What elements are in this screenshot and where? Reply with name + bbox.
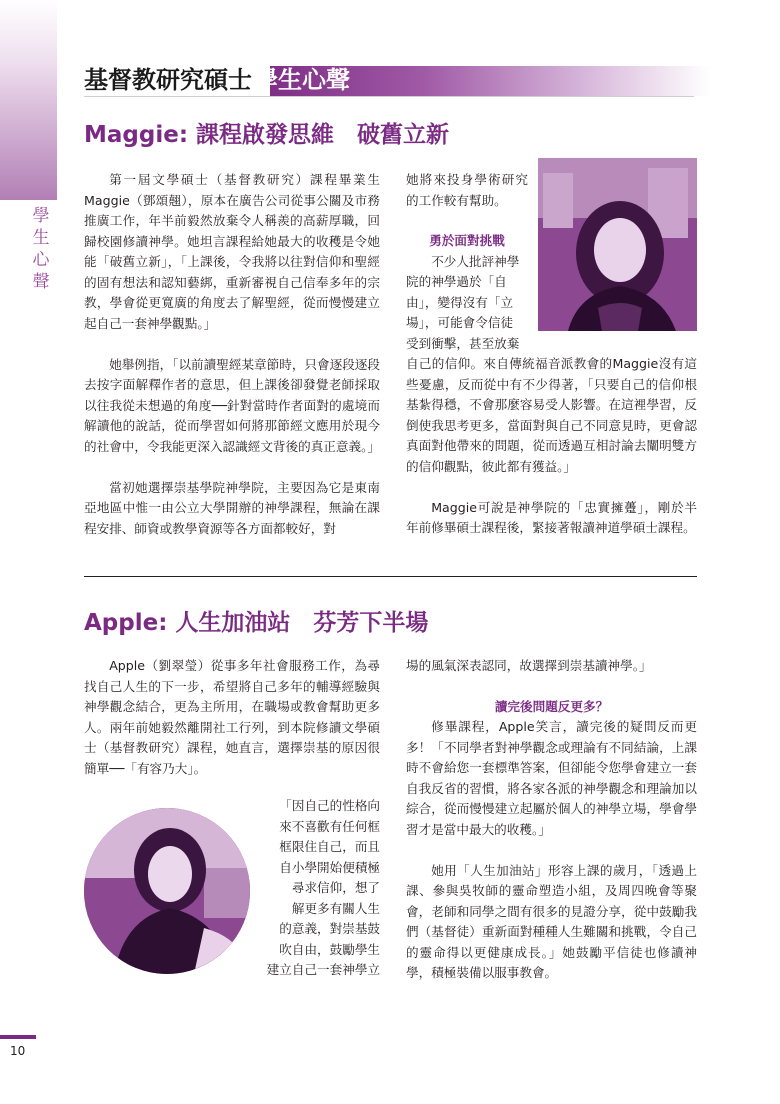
maggie-subhead: 勇於面對挑戰 (429, 233, 505, 248)
page-title-highlight-2: 心聲 (302, 66, 350, 94)
apple-paragraph: 修畢課程，Apple笑言，讀完後的疑問反而更多！「不同學者對神學觀念或理論有不同結論，上課時不會給您一套標準答案，但卻能令您學會建立一套自我反省的習慣，將各家各派的神學觀念和理論加以綜合，從而慢慢建立起屬於個人的神學立場，學會學習才是當中最大的收穫。」 (406, 719, 697, 837)
page-title-main: 基督教研究碩士 (84, 66, 252, 94)
side-char: 生 (32, 228, 50, 248)
maggie-narrow-line: 由」，變得沒有「立 (406, 294, 514, 310)
header-rule (84, 96, 694, 97)
apple-quote-line: 的意義，對崇基鼓 (279, 921, 380, 936)
maggie-narrow-line: 不少人批評神學 (431, 253, 520, 269)
apple-paragraph: 她用「人生加油站」形容上課的歲月，「透過上課、參與吳牧師的靈命塑造小組，及周四晚會等聚會，老師和同學之間有很多的見證分享，從中鼓勵我們（基督徒）重新面對種種人生難關和挑戰，令自己的靈命得以更健康成長。」她鼓勵平信徒也修讀神學，積極裝備以服事教會。 (406, 862, 697, 980)
maggie-paragraph: 當初她選擇崇基學院神學院，主要因為它是東南亞地區中惟一由公立大學開辦的神學課程，無論在課程安排、師資或教學資源等各方面都較好，對 (84, 479, 380, 536)
apple-left-column (84, 656, 380, 779)
apple-right-column (406, 656, 697, 984)
maggie-photo (538, 158, 697, 331)
apple-quote-line: 「因自己的性格向 (279, 798, 380, 813)
page-title (84, 64, 354, 96)
maggie-paragraph: 她將來投身學術研究的工作較有幫助。 (406, 172, 528, 208)
maggie-section-title: Maggie: 課程啟發思維 破舊立新 (84, 122, 450, 148)
side-section-label (30, 205, 52, 293)
maggie-paragraph: 第一屆文學碩士（基督教研究）課程畢業生Maggie（鄧頌翹），原本在廣告公司從事公關及市務推廣工作，年半前毅然放棄令人稱羨的高薪厚職，回歸校園修讀神學。她坦言課程給她最大的收穫是令她能「破舊立新」，「上課後，令我將以往對信仰和聖經的固有想法和認知藝綁，重新審視自己信奉多年的宗教，學會從更寬廣的角度去了解聖經，從而慢慢建立起自己一套神學觀點。」 (84, 172, 380, 331)
apple-quote-line: 吹自由，鼓勵學生 (279, 941, 380, 957)
side-gradient-bar (0, 0, 57, 200)
page-title-highlight-1: 學生 (254, 66, 302, 94)
apple-subhead: 讀完後問題反更多？ (494, 698, 609, 714)
maggie-narrow-line: 場」，可能會令信徒 (406, 315, 514, 330)
side-char: 聲 (32, 272, 50, 292)
footer-bar (0, 1035, 36, 1039)
apple-quote-line: 解更多有關人生 (291, 900, 380, 916)
apple-quote-line: 來不喜歡有任何框 (279, 818, 380, 834)
apple-quote-line: 自小學開始便積極 (279, 859, 380, 875)
apple-quote-line: 框限住自己，而且 (279, 839, 380, 854)
apple-photo (84, 808, 250, 974)
maggie-narrow-line: 院的神學過於「自 (406, 274, 507, 289)
maggie-right-bottom (406, 354, 697, 539)
apple-paragraph: Apple（劉翠瑩）從事多年社會服務工作，為尋找自己人生的下一步，希望將自己多年的輔導經驗與神學觀念結合，更為主所用，在職場或教會幫助更多人。兩年前她毅然離開社工行列，到本院修讀文學碩士（基督教研究）課程，她直言，選擇崇基的原因很簡單──「有容乃大」。 (84, 658, 380, 776)
apple-quote-line: 尋求信仰，想了 (291, 880, 380, 895)
apple-paragraph: 場的風氣深表認同，故選擇到崇基讀神學。」 (406, 658, 652, 673)
apple-quote-line: 建立自己一套神學立 (266, 962, 380, 977)
maggie-paragraph: 她舉例指，「以前讀聖經某章節時，只會逐段逐段去按字面解釋作者的意思，但上課後卻發覺老師採取以往我從未想過的角度──針對當時作者面對的處境而解讀他的說話，從而學習如何將那節經文應用於現今的社會中，令我能更深入認識經文背後的真正意義。」 (84, 356, 380, 454)
maggie-paragraph: Maggie可說是神學院的「忠實擁躉」，剛於半年前修畢碩士課程後，緊接著報讀神道學碩士課程。 (406, 499, 697, 535)
maggie-left-column (84, 170, 380, 539)
apple-section-title: Apple: 人生加油站 芬芳下半場 (84, 610, 429, 636)
maggie-right-top (406, 170, 528, 354)
page-number: 10 (10, 1044, 26, 1058)
section-divider (84, 576, 697, 577)
maggie-narrow-line: 受到衝擊，甚至放棄 (406, 335, 520, 351)
side-char: 學 (32, 206, 50, 226)
page-title-highlight (252, 66, 354, 94)
apple-quote (250, 796, 380, 981)
maggie-paragraph: 自己的信仰。來自傳統福音派教會的Maggie沒有這些憂慮，反而從中有不少得著，「只要自己的信仰根基紮得穩，不會那麼容易受人影響。在這裡學習，反倒使我思考更多，當面對與自己不同意見時，更會認真面對他帶來的問題，從而透過互相討論去闡明雙方的信仰觀點，彼此都有獲益。」 (406, 356, 697, 474)
side-char: 心 (32, 250, 50, 270)
